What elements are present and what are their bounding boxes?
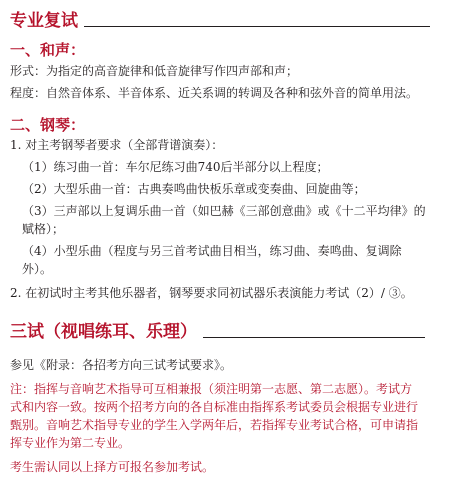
note-line-3: 甄别。音响艺术指导专业的学生入学两年后，若指挥专业考试合格，可申请指 [10, 418, 419, 432]
piano-sub-3-line-1: （3）三声部以上复调乐曲一首（如巴赫《三部创意曲》或《十二平均律》的 [22, 204, 426, 218]
piano-item-2: 2. 在初试时主考其他乐器者，钢琴要求同初试器乐表演能力考试（2）/ ③。 [10, 286, 413, 300]
piano-sub-4-line-1: （4）小型乐曲（程度与另三首考试曲目相当，练习曲、奏鸣曲、复调除 [22, 244, 402, 258]
third-reference: 参见《附录：各招考方向三试考试要求》。 [10, 358, 233, 372]
piano-sub-4-line-2: 外）。 [22, 262, 53, 276]
piano-heading: 二、钢琴： [10, 116, 86, 134]
section-heading-third [10, 317, 425, 342]
footer-note: 考生需认同以上择方可报名参加考试。 [10, 460, 215, 474]
piano-item-1: 1. 对主考钢琴者要求（全部背谱演奏）： [10, 138, 224, 152]
heading-rule [84, 26, 430, 27]
note-line-1: 注：指挥与音响艺术指导可互相兼报（须注明第一志愿、第二志愿）。考试方 [10, 382, 413, 396]
harmony-heading: 一、和声： [10, 41, 86, 59]
section-title-third: 三试（视唱练耳、乐理） [10, 322, 197, 342]
harmony-level: 程度：自然音体系、半音体系、近关系调的转调及各种和弦外音的简单用法。 [10, 86, 419, 100]
section-title-professional: 专业复试 [10, 11, 78, 31]
piano-sub-2: （2）大型乐曲一首：古典奏鸣曲快板乐章或变奏曲、回旋曲等； [22, 182, 366, 196]
section-heading-professional [10, 6, 430, 31]
note-line-2: 式和内容一致。按两个招考方向的各自标准由指挥系考试委员会根据专业进行 [10, 400, 419, 414]
note-line-4: 挥专业作为第二专业。 [10, 436, 131, 450]
harmony-form: 形式：为指定的高音旋律和低音旋律写作四声部和声； [10, 64, 299, 78]
piano-sub-3-line-2: 赋格）； [22, 222, 65, 236]
piano-sub-1: （1）练习曲一首：车尔尼练习曲740后半部分以上程度； [22, 160, 329, 174]
heading-rule [203, 337, 425, 338]
